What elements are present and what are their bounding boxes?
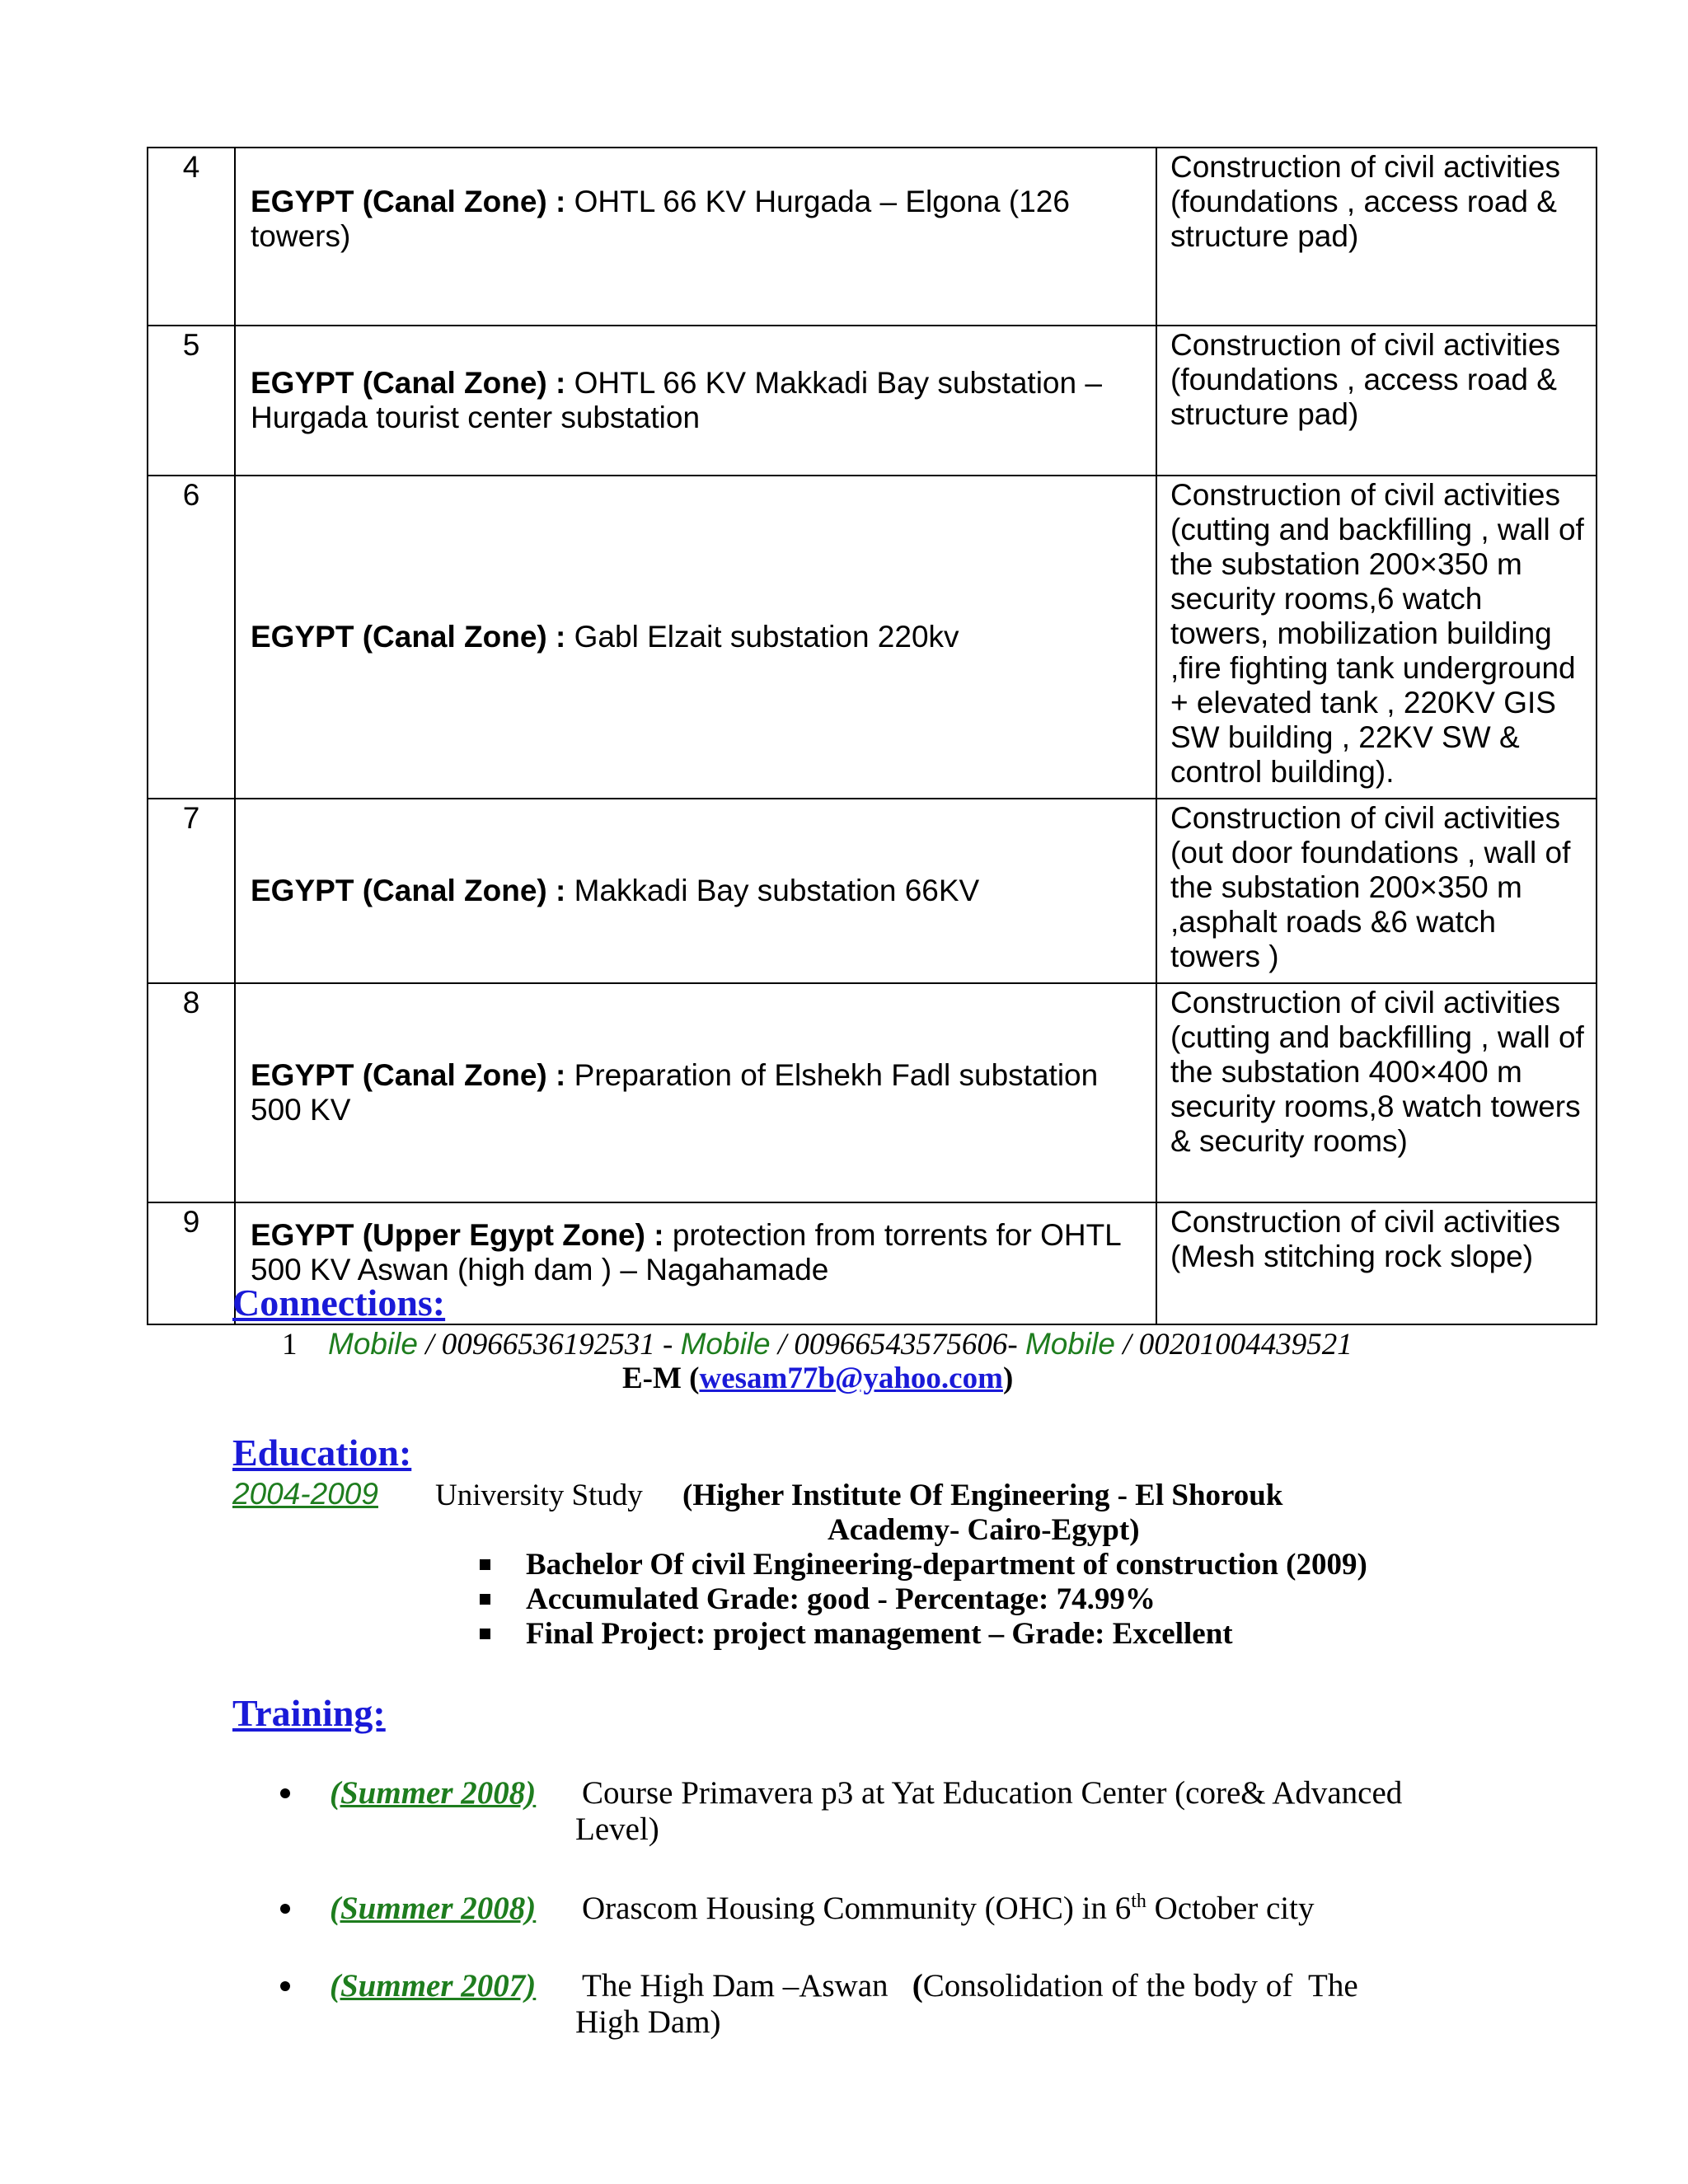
training-text: Orascom Housing Community (OHC) in 6 [582,1891,1132,1926]
project-description: OHTL 66 KV Hurgada – Elgona (126 towers) [251,185,1070,253]
table-row [148,983,1597,1202]
mobile-label: Mobile [1025,1327,1115,1361]
contact-index: 1 [282,1328,298,1361]
project-zone: EGYPT (Canal Zone) [251,620,547,654]
training-date: (Summer 2007) [330,1968,537,2004]
education-heading: Education: [232,1432,412,1474]
square-bullet-icon [480,1594,490,1605]
training-date: (Summer 2008) [330,1891,537,1926]
projects-table [147,147,1597,1325]
project-cell [235,983,1156,1202]
project-separator: : [546,366,574,400]
project-cell [235,799,1156,983]
square-bullet-icon [480,1559,490,1570]
education-institute [682,1479,1424,1548]
training-line: Level) [575,1811,659,1847]
phone-number: / 00966536192531 - [418,1328,681,1361]
list-item [478,1617,1367,1652]
bullet-icon [280,1788,290,1798]
training-paren: ( [912,1968,923,2004]
email-link[interactable]: wesam77b@yahoo.com [699,1361,1003,1395]
bullet-icon [280,1981,290,1991]
project-cell [235,326,1156,476]
project-description: OHTL 66 KV Makkadi Bay substation – Hurgada tourist center substation [251,366,1102,434]
project-number: 5 [148,326,235,476]
training-text: October city [1146,1891,1315,1926]
phone-number: / 00966543575606- [770,1328,1025,1361]
training-line: High Dam) [575,2004,721,2040]
training-line: Course Primavera p3 at Yat Education Center (core& Advanced [582,1775,1403,1811]
project-zone: EGYPT (Upper Egypt Zone) : [251,1218,664,1252]
institute-line: Academy- Cairo-Egypt) [828,1513,1140,1547]
project-zone: EGYPT (Canal Zone) [251,185,547,218]
table-row [148,476,1597,799]
list-item-text: Final Project: project management – Grade: Excellent [526,1617,1233,1651]
training-heading: Training: [232,1692,386,1734]
list-item-text: Accumulated Grade: good - Percentage: 74.99% [526,1582,1156,1616]
project-number: 4 [148,148,235,326]
training-text: The High Dam –Aswan [582,1968,912,2004]
project-description: protection from torrents for OHTL 500 KV Aswan (high dam ) – Nagahamade [251,1218,1121,1286]
email-prefix: E-M ( [622,1361,700,1395]
institute-line: (Higher Institute Of Engineering - El Shorouk [682,1479,1283,1512]
project-description: Gabl Elzait substation 220kv [574,620,959,654]
training-description [575,1968,1482,2041]
project-scope: Construction of civil activities (foundations , access road & structure pad) [1156,326,1597,476]
mobile-label: Mobile [328,1327,418,1361]
project-cell [235,476,1156,799]
project-separator [664,1218,673,1252]
project-scope: Construction of civil activities (Mesh stitching rock slope) [1156,1202,1597,1324]
project-separator: : [546,1058,574,1092]
project-zone: EGYPT (Canal Zone) [251,1058,547,1092]
phone-number: / 00201004439521 [1114,1328,1353,1361]
project-scope: Construction of civil activities (foundations , access road & structure pad) [1156,148,1597,326]
project-scope: Construction of civil activities (out door foundations , wall of the substation 200×350 m ,asphalt roads &6 watch towers ) [1156,799,1597,983]
training-description [575,1775,1482,1848]
list-item [478,1548,1367,1582]
list-item [478,1582,1367,1617]
phone-line [282,1327,1518,1362]
education-years: 2004-2009 [232,1477,378,1511]
project-zone: EGYPT (Canal Zone) [251,874,547,907]
email-suffix: ) [1002,1361,1014,1395]
training-line [575,1891,1482,1927]
table-row [148,326,1597,476]
training-description [575,1891,1482,1927]
connections-heading: Connections: [232,1282,446,1324]
email-line [622,1361,1013,1396]
project-number: 8 [148,983,235,1202]
project-separator: : [546,874,574,907]
training-text: Consolidation of the body of The [922,1968,1358,2004]
project-scope: Construction of civil activities (cutting and backfilling , wall of the substation 200×350 m security rooms,6 watch towers, mobilization building ,fire fighting tank underground + elevated tank , 220KV GIS SW building , 22KV SW & control building). [1156,476,1597,799]
bullet-icon [280,1904,290,1914]
project-scope: Construction of civil activities (cutting and backfilling , wall of the substation 400×400 m security rooms,8 watch towers & security rooms) [1156,983,1597,1202]
project-number: 7 [148,799,235,983]
table-row [148,799,1597,983]
education-list [478,1548,1367,1652]
ordinal-suffix: th [1131,1891,1146,1912]
project-description: Preparation of Elshekh Fadl substation 500 KV [251,1058,1099,1127]
project-description: Makkadi Bay substation 66KV [574,874,980,907]
mobile-label: Mobile [680,1327,771,1361]
project-cell [235,148,1156,326]
project-separator: : [546,620,574,654]
table-row [148,148,1597,326]
education-study: University Study [435,1479,643,1512]
project-number: 6 [148,476,235,799]
project-number: 9 [148,1202,235,1324]
training-date: (Summer 2008) [330,1775,537,1811]
list-item-text: Bachelor Of civil Engineering-department of construction (2009) [526,1548,1367,1582]
project-separator: : [546,185,574,218]
square-bullet-icon [480,1629,490,1639]
project-zone: EGYPT (Canal Zone) [251,366,547,400]
training-line [575,1968,1482,2004]
